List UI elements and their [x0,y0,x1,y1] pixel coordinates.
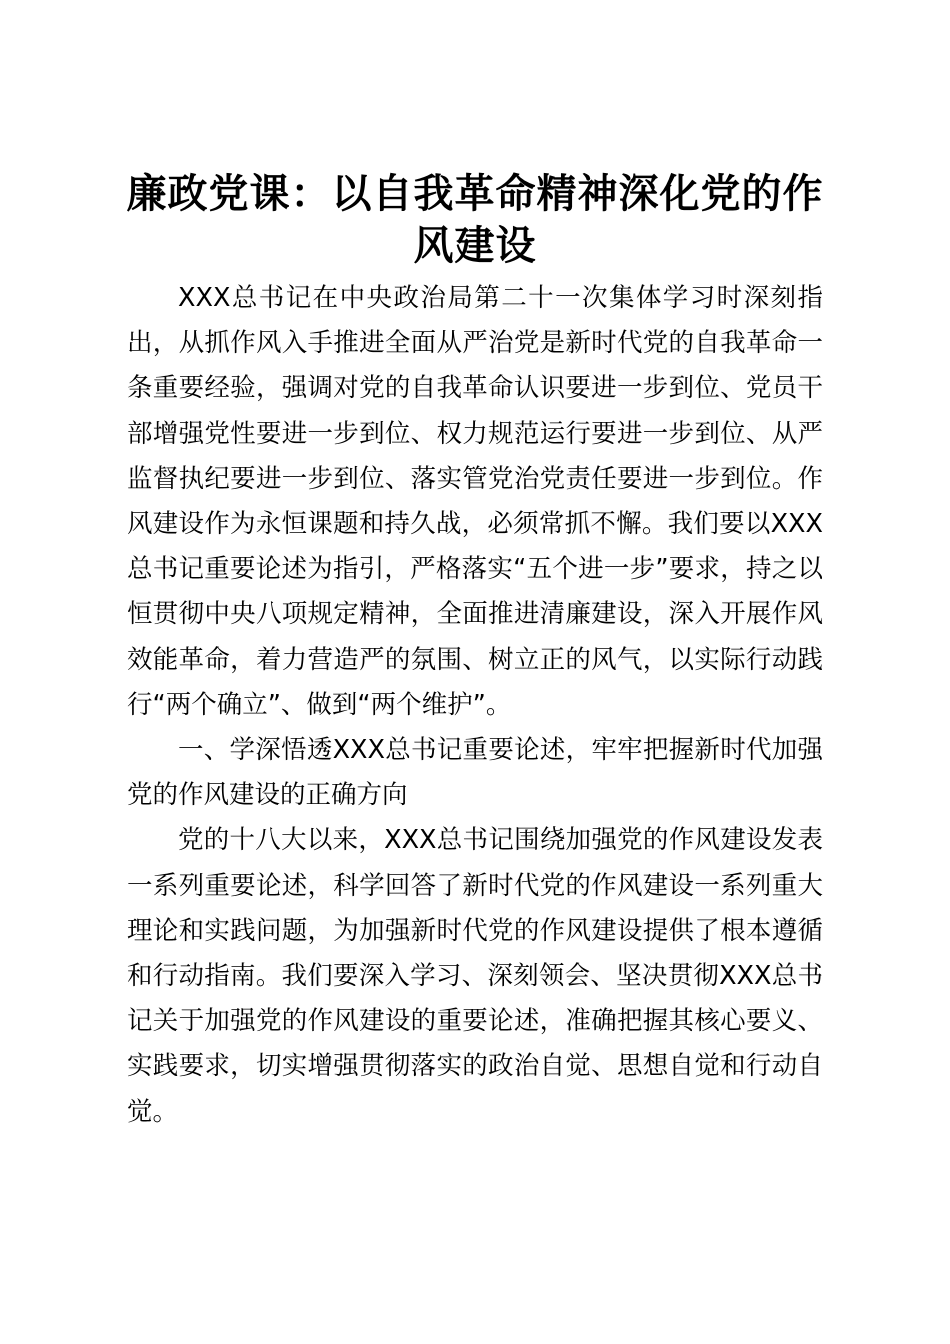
section-heading-1: 一、学深悟透XXX总书记重要论述，牢牢把握新时代加强党的作风建设的正确方向 [127,735,823,811]
intro-paragraph: XXX总书记在中央政治局第二十一次集体学习时深刻指出，从抓作风入手推进全面从严治党是新时代党的自我革命一条重要经验，强调对党的自我革命认识要进一步到位、党员干部增强党性要进一步到位、权力规范运行要进一步到位、从严监督执纪要进一步到位、落实管党治党责任要进一步到位。作风建设作为永恒课题和持久战，必须常抓不懈。我们要以XXX总书记重要论述为指引，严格落实“五个进一步”要求，持之以恒贯彻中央八项规定精神，全面推进清廉建设，深入开展作风效能革命，着力营造严的氛围、树立正的风气，以实际行动践行“两个确立”、做到“两个维护”。 [127,283,823,720]
section-1-paragraph: 党的十八大以来，XXX总书记围绕加强党的作风建设发表一系列重要论述，科学回答了新时代党的作风建设一系列重大理论和实践问题，为加强新时代党的作风建设提供了根本遵循和行动指南。我们要深入学习、深刻领会、坚决贯彻XXX总书记关于加强党的作风建设的重要论述，准确把握其核心要义、实践要求，切实增强贯彻落实的政治自觉、思想自觉和行动自觉。 [127,825,823,1127]
document-title: 廉政党课：以自我革命精神深化党的作风建设 [126,170,824,269]
document-body [127,276,823,1135]
